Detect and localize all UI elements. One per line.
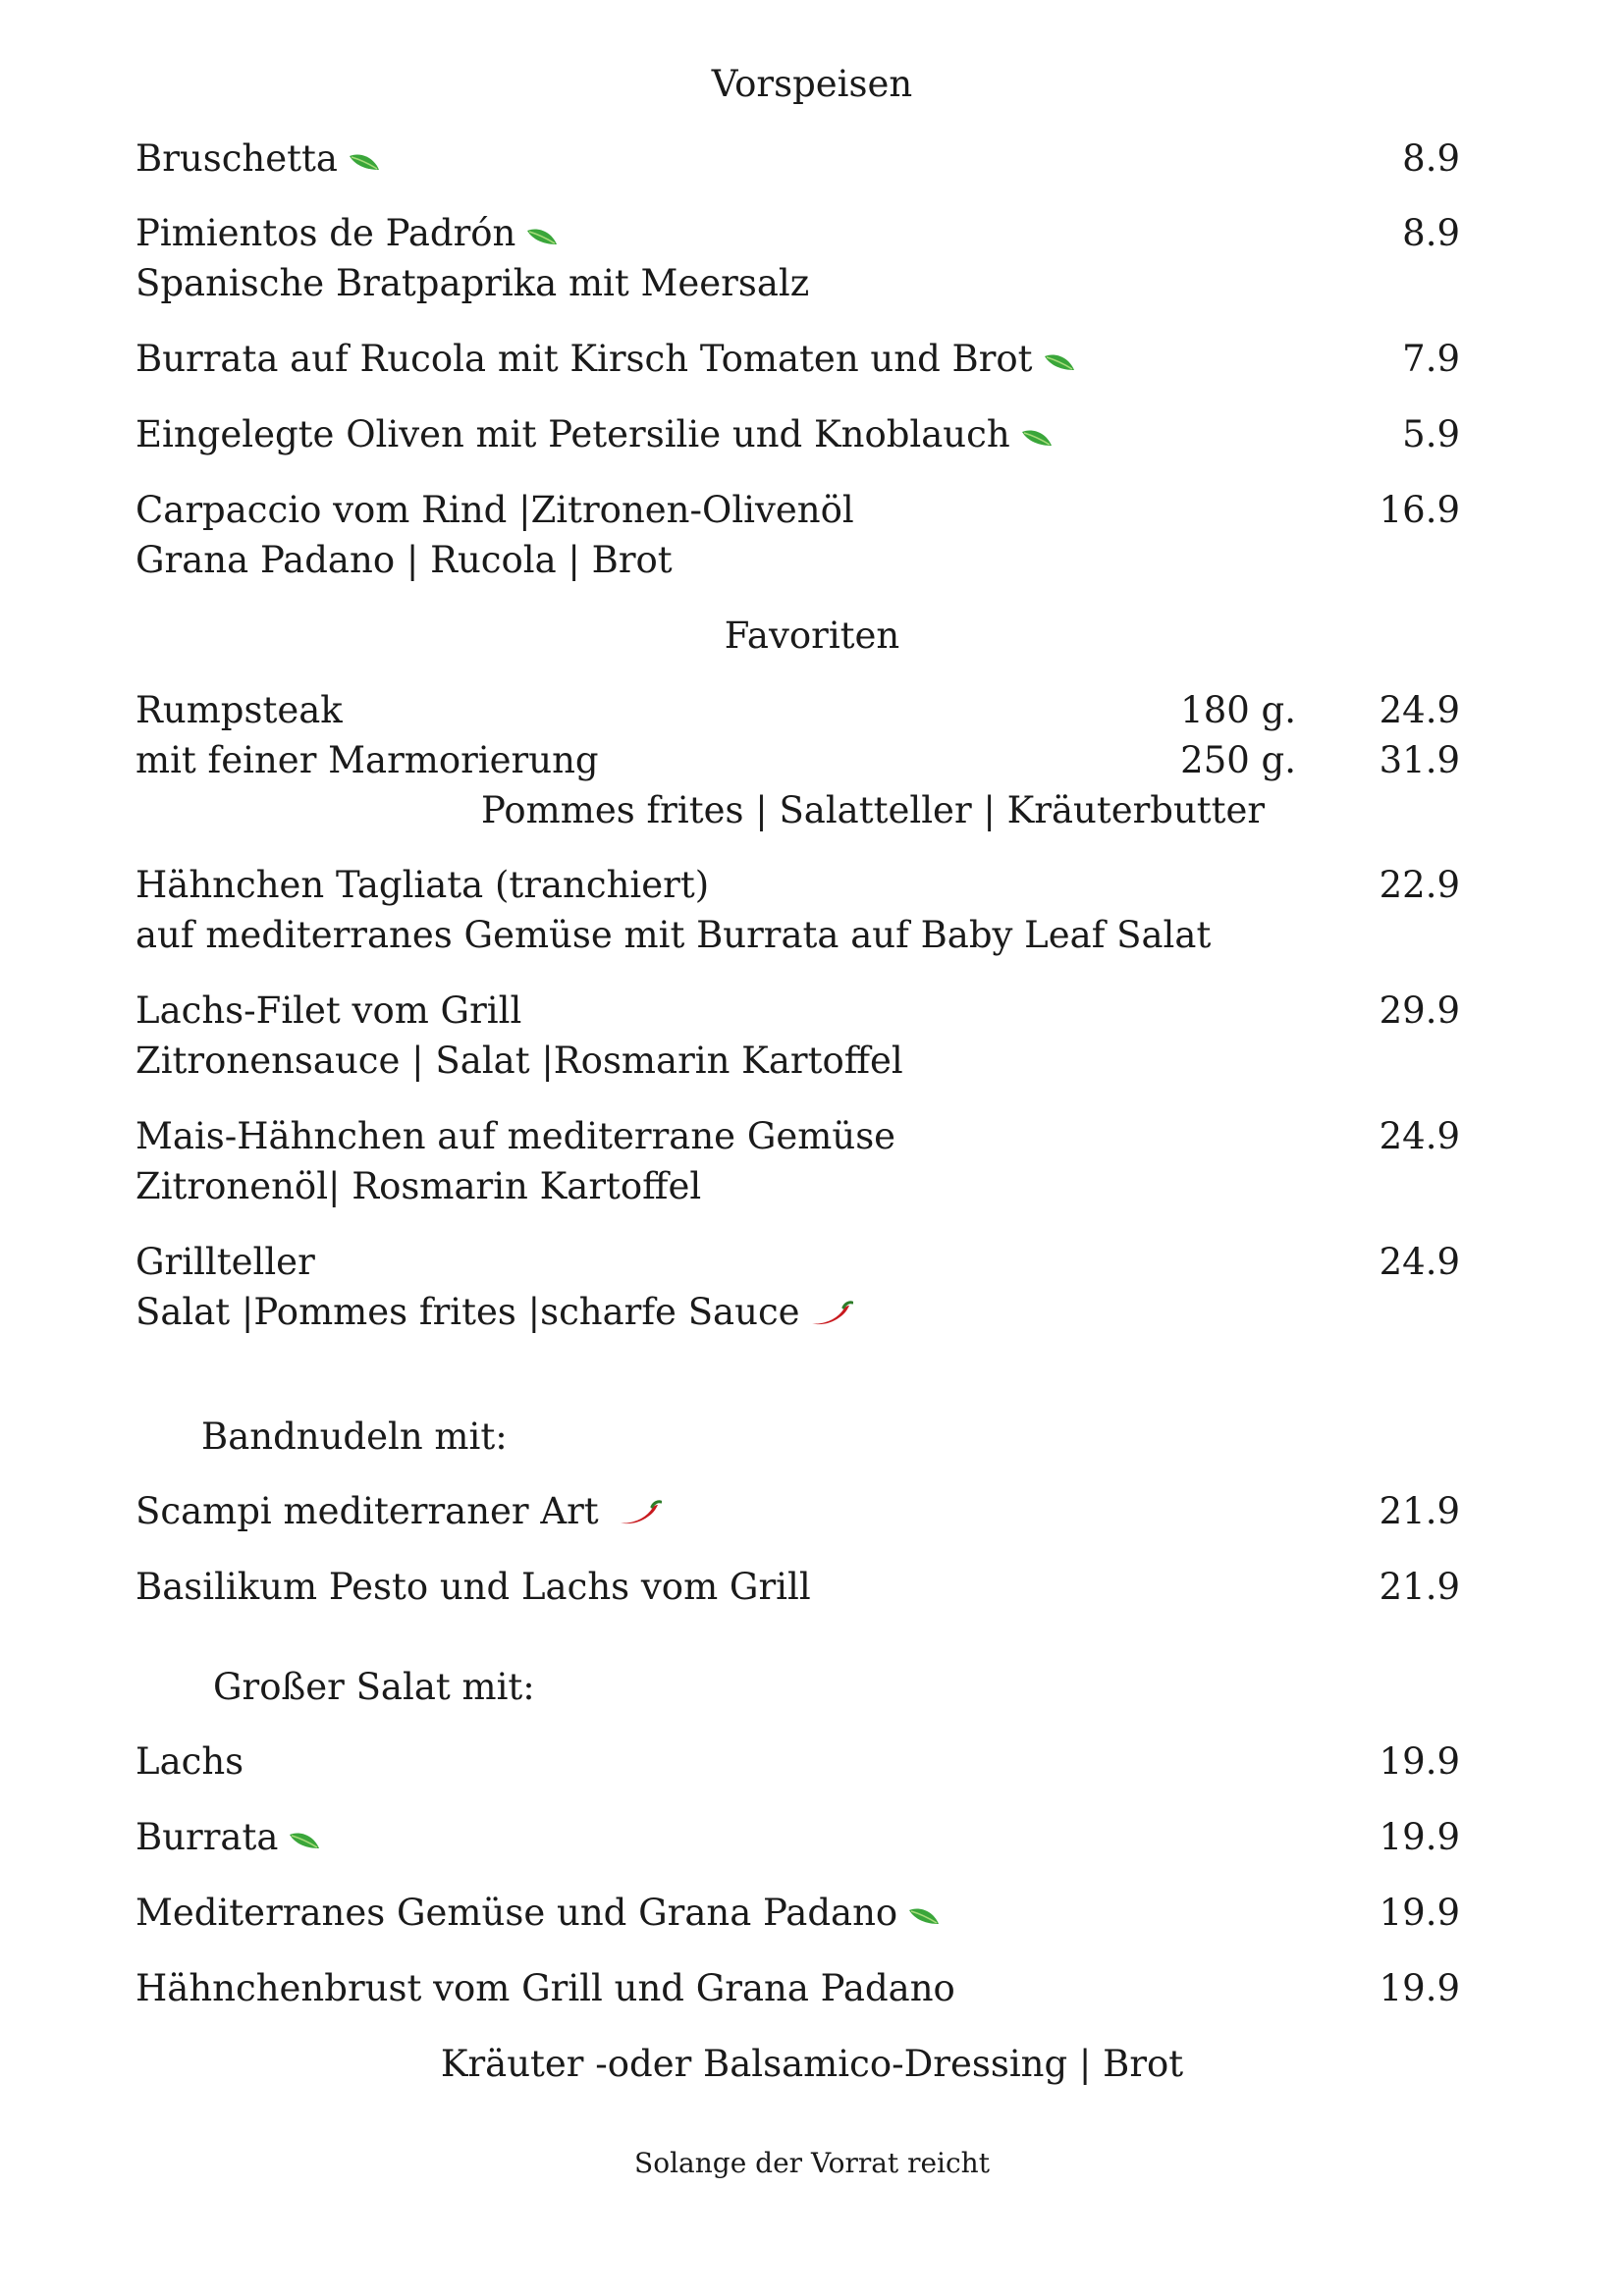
menu-item-name: Basilikum Pesto und Lachs vom Grill — [135, 1566, 811, 1608]
menu-item-name: Lachs-Filet vom Grill — [135, 989, 522, 1032]
menu-item-price: 24.9 — [1379, 689, 1460, 731]
footer-note: Solange der Vorrat reicht — [634, 2147, 990, 2179]
menu-item-description: Zitronensauce | Salat |Rosmarin Kartoffel — [135, 1040, 903, 1082]
menu-item-price: 22.9 — [1379, 864, 1460, 906]
menu-item-price: 29.9 — [1379, 989, 1460, 1032]
menu-item-price: 19.9 — [1379, 1740, 1460, 1783]
menu-item-price: 21.9 — [1379, 1566, 1460, 1608]
menu-item-name: Eingelegte Oliven mit Petersilie und Knoblauch — [135, 411, 1054, 461]
menu-item-price: 21.9 — [1379, 1490, 1460, 1532]
leaf-icon — [907, 1893, 941, 1940]
menu-item-price: 31.9 — [1379, 739, 1460, 781]
menu-item-price: 19.9 — [1379, 1816, 1460, 1858]
section-title-salat: Großer Salat mit: — [213, 1666, 535, 1708]
leaf-icon — [1020, 414, 1054, 461]
menu-item-name: Carpaccio vom Rind |Zitronen-Olivenöl — [135, 489, 854, 531]
section-title-bandnudeln: Bandnudeln mit: — [201, 1415, 508, 1458]
menu-item-price: 8.9 — [1402, 137, 1460, 180]
menu-item-name: Pimientos de Padrón — [135, 210, 559, 260]
menu-item-price: 19.9 — [1379, 1892, 1460, 1934]
menu-item-description: Spanische Bratpaprika mit Meersalz — [135, 262, 810, 304]
salat-dressing-note: Kräuter -oder Balsamico-Dressing | Brot — [440, 2043, 1184, 2085]
menu-item-name: Hähnchenbrust vom Grill und Grana Padano — [135, 1967, 955, 2009]
menu-item-sides: Pommes frites | Salatteller | Kräuterbutter — [481, 789, 1266, 831]
menu-item-weight: 180 g. — [1180, 689, 1296, 731]
section-title-favoriten: Favoriten — [724, 614, 900, 657]
menu-item-description: mit feiner Marmorierung — [135, 739, 599, 781]
menu-item-description: Grana Padano | Rucola | Brot — [135, 539, 673, 581]
menu-item-description: Salat |Pommes frites |scharfe Sauce — [135, 1289, 853, 1339]
menu-item-name: Mais-Hähnchen auf mediterrane Gemüse — [135, 1115, 896, 1157]
chili-icon — [810, 1292, 853, 1339]
menu-item-name: Bruschetta — [135, 135, 381, 186]
menu-item-name: Burrata auf Rucola mit Kirsch Tomaten und Brot — [135, 336, 1076, 386]
menu-item-name: Grillteller — [135, 1241, 315, 1283]
menu-item-description: auf mediterranes Gemüse mit Burrata auf Baby Leaf Salat — [135, 914, 1212, 956]
menu-item-price: 8.9 — [1402, 212, 1460, 254]
menu-item-name: Burrata — [135, 1814, 321, 1864]
menu-item-name: Scampi mediterraner Art — [135, 1488, 662, 1538]
menu-item-price: 24.9 — [1379, 1115, 1460, 1157]
menu-item-price: 19.9 — [1379, 1967, 1460, 2009]
menu-item-description: Zitronenöl| Rosmarin Kartoffel — [135, 1165, 702, 1207]
menu-item-name: Lachs — [135, 1740, 244, 1783]
chili-icon — [619, 1491, 662, 1538]
menu-item-price: 5.9 — [1402, 413, 1460, 455]
leaf-icon — [288, 1817, 321, 1864]
menu-item-weight: 250 g. — [1180, 739, 1296, 781]
menu-item-price: 7.9 — [1402, 338, 1460, 380]
menu-item-name: Mediterranes Gemüse und Grana Padano — [135, 1890, 941, 1940]
leaf-icon — [1043, 339, 1076, 386]
section-title-vorspeisen: Vorspeisen — [711, 63, 913, 105]
menu-item-price: 16.9 — [1379, 489, 1460, 531]
menu-item-name: Rumpsteak — [135, 689, 343, 731]
leaf-icon — [348, 138, 381, 186]
menu-item-price: 24.9 — [1379, 1241, 1460, 1283]
leaf-icon — [525, 213, 559, 260]
menu-item-name: Hähnchen Tagliata (tranchiert) — [135, 864, 710, 906]
